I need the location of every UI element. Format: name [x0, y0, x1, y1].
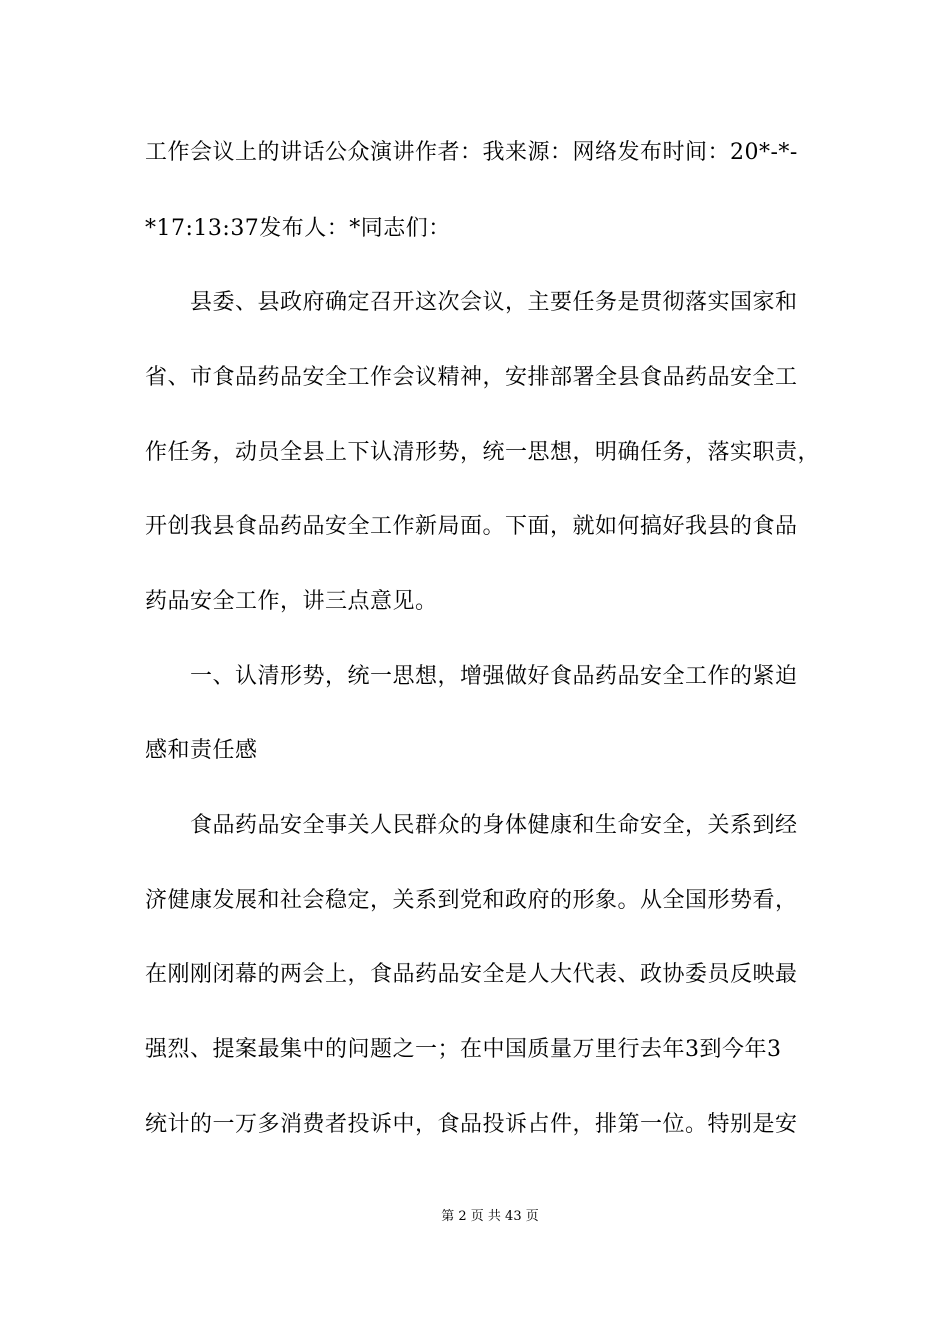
- paragraph-2-line-4: 强烈、提案最集中的问题之一；在中国质量万里行去年3到今年3: [145, 1037, 782, 1062]
- paragraph-2-line-5: 统计的一万多消费者投诉中，食品投诉占件，排第一位。特别是安: [145, 1112, 798, 1137]
- section-heading-line-1: 一、认清形势，统一思想，增强做好食品药品安全工作的紧迫: [190, 664, 798, 689]
- page-number-footer: 第 2 页 共 43 页: [441, 1209, 539, 1224]
- text-line-1: 工作会议上的讲话公众演讲作者：我来源：网络发布时间：20*-*-: [145, 140, 798, 165]
- paragraph-2-line-2: 济健康发展和社会稳定，关系到党和政府的形象。从全国形势看，: [145, 888, 798, 913]
- section-heading-line-2: 感和责任感: [145, 738, 258, 763]
- paragraph-1-line-5: 药品安全工作，讲三点意见。: [145, 589, 438, 614]
- paragraph-1-line-2: 省、市食品药品安全工作会议精神，安排部署全县食品药品安全工: [145, 365, 798, 390]
- text-line-2: *17:13:37发布人：*同志们：: [145, 216, 451, 241]
- paragraph-2-line-3: 在刚刚闭幕的两会上，食品药品安全是人大代表、政协委员反映最: [145, 962, 798, 987]
- paragraph-1-line-3: 作任务，动员全县上下认清形势，统一思想，明确任务，落实职责，: [145, 440, 821, 465]
- paragraph-1-line-1: 县委、县政府确定召开这次会议，主要任务是贯彻落实国家和: [190, 290, 798, 315]
- paragraph-1-line-4: 开创我县食品药品安全工作新局面。下面，就如何搞好我县的食品: [145, 514, 798, 539]
- paragraph-2-line-1: 食品药品安全事关人民群众的身体健康和生命安全，关系到经: [190, 813, 798, 838]
